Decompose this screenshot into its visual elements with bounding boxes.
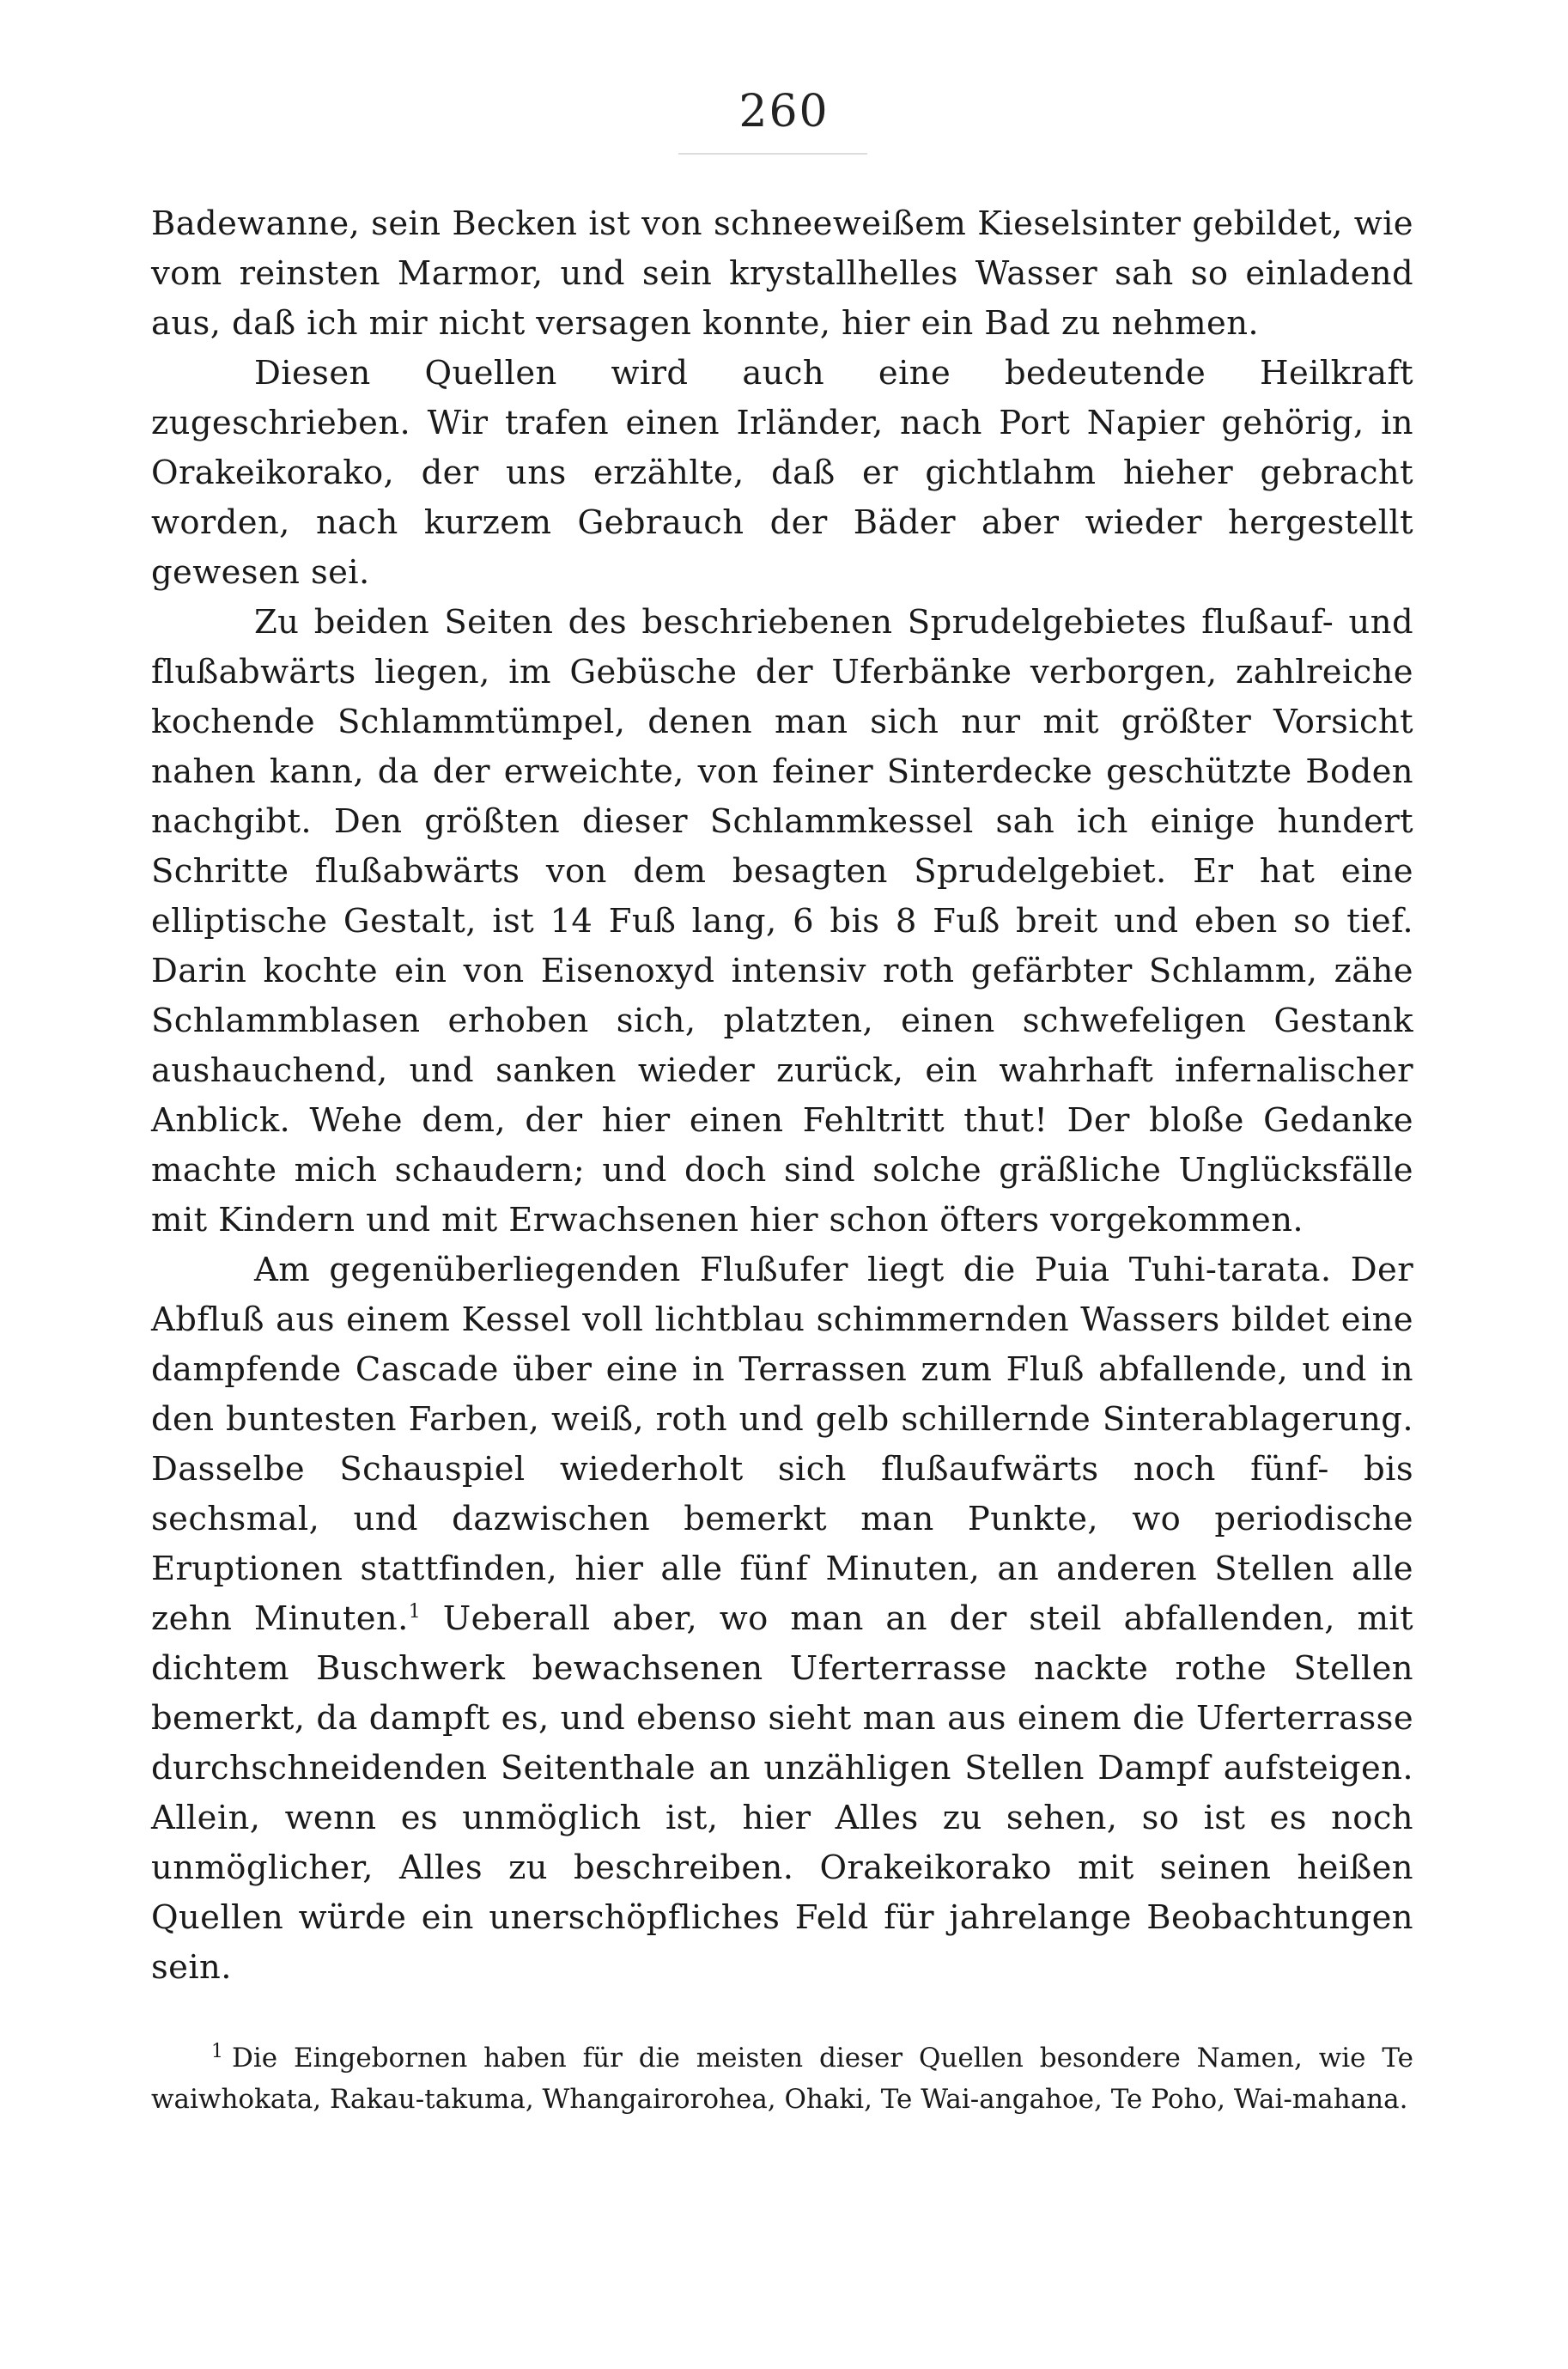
footnote-mark: 1	[211, 2040, 223, 2062]
body-text	[151, 199, 1413, 1993]
footnote-reference[interactable]: 1	[408, 1601, 422, 1623]
footnote	[151, 2037, 1413, 2120]
paragraph-4-text: Am gegenüberliegenden Flußufer liegt die Puia Tuhi-tarata. Der Abfluß aus einem Kessel voll lichtblau schimmernden Wassers bildet eine dampfende Cascade über eine in Terrassen zum Fluß abfallende, und in den buntesten Farben, weiß, roth und gelb schillernde Sinterablagerung. Dasselbe Schauspiel wiederholt sich flußaufwärts noch fünf- bis sechsmal, und dazwischen bemerkt man Punkte, wo periodische Eruptionen stattfinden, hier alle fünf Minuten, an anderen Stellen alle zehn Minuten.	[151, 1251, 1413, 1638]
paragraph-2: Diesen Quellen wird auch eine bedeutende Heilkraft zugeschrieben. Wir trafen einen Irländer, nach Port Napier gehörig, in Orakeikorako, der uns erzählte, daß er gichtlahm hieher gebracht worden, nach kurzem Gebrauch der Bäder aber wieder hergestellt gewesen sei.	[151, 354, 1413, 592]
page-number: 260	[738, 86, 830, 137]
paragraph-1: Badewanne, sein Becken ist von schneeweißem Kieselsinter gebildet, wie vom reinsten Marmor, und sein krystallhelles Wasser sah so einladend aus, daß ich mir nicht versagen konnte, hier ein Bad zu nehmen.	[151, 204, 1413, 343]
footnote-text: Die Eingebornen haben für die meisten dieser Quellen besondere Namen, wie Te waiwhokata, Rakau-takuma, Whangairorohea, Ohaki, Te Wai-angahoe, Te Poho, Wai-mahana.	[151, 2043, 1413, 2115]
paragraph-4-continuation: Ueberall aber, wo man an der steil abfallenden, mit dichtem Buschwerk bewachsenen Uferterrasse nackte rothe Stellen bemerkt, da dampft es, und ebenso sieht man aus einem die Uferterrasse durchschneidenden Seitenthale an unzähligen Stellen Dampf aufsteigen. Allein, wenn es unmöglich ist, hier Alles zu sehen, so ist es noch unmöglicher, Alles zu beschreiben. Orakeikorako mit seinen heißen Quellen würde ein unerschöpfliches Feld für jahrelange Beobachtungen sein.	[151, 1599, 1414, 1987]
paragraph-3: Zu beiden Seiten des beschriebenen Sprudelgebietes flußauf- und flußabwärts liegen, im Gebüsche der Uferbänke verborgen, zahlreiche kochende Schlammtümpel, denen man sich nur mit größter Vorsicht nahen kann, da der erweichte, von feiner Sinterdecke geschützte Boden nachgibt. Den größten dieser Schlammkessel sah ich einige hundert Schritte flußabwärts von dem besagten Sprudelgebiet. Er hat eine elliptische Gestalt, ist 14 Fuß lang, 6 bis 8 Fuß breit und eben so tief. Darin kochte ein von Eisenoxyd intensiv roth gefärbter Schlamm, zähe Schlammblasen erhoben sich, platzten, einen schwefeligen Gestank aushauchend, und sanken wieder zurück, ein wahrhaft infernalischer Anblick. Wehe dem, der hier einen Fehltritt thut! Der bloße Gedanke machte mich schaudern; und doch sind solche gräßliche Unglücksfälle mit Kindern und mit Erwachsenen hier schon öfters vorgekommen.	[151, 603, 1413, 1239]
paragraph-4	[151, 1245, 1413, 1993]
header-rule	[678, 153, 867, 155]
